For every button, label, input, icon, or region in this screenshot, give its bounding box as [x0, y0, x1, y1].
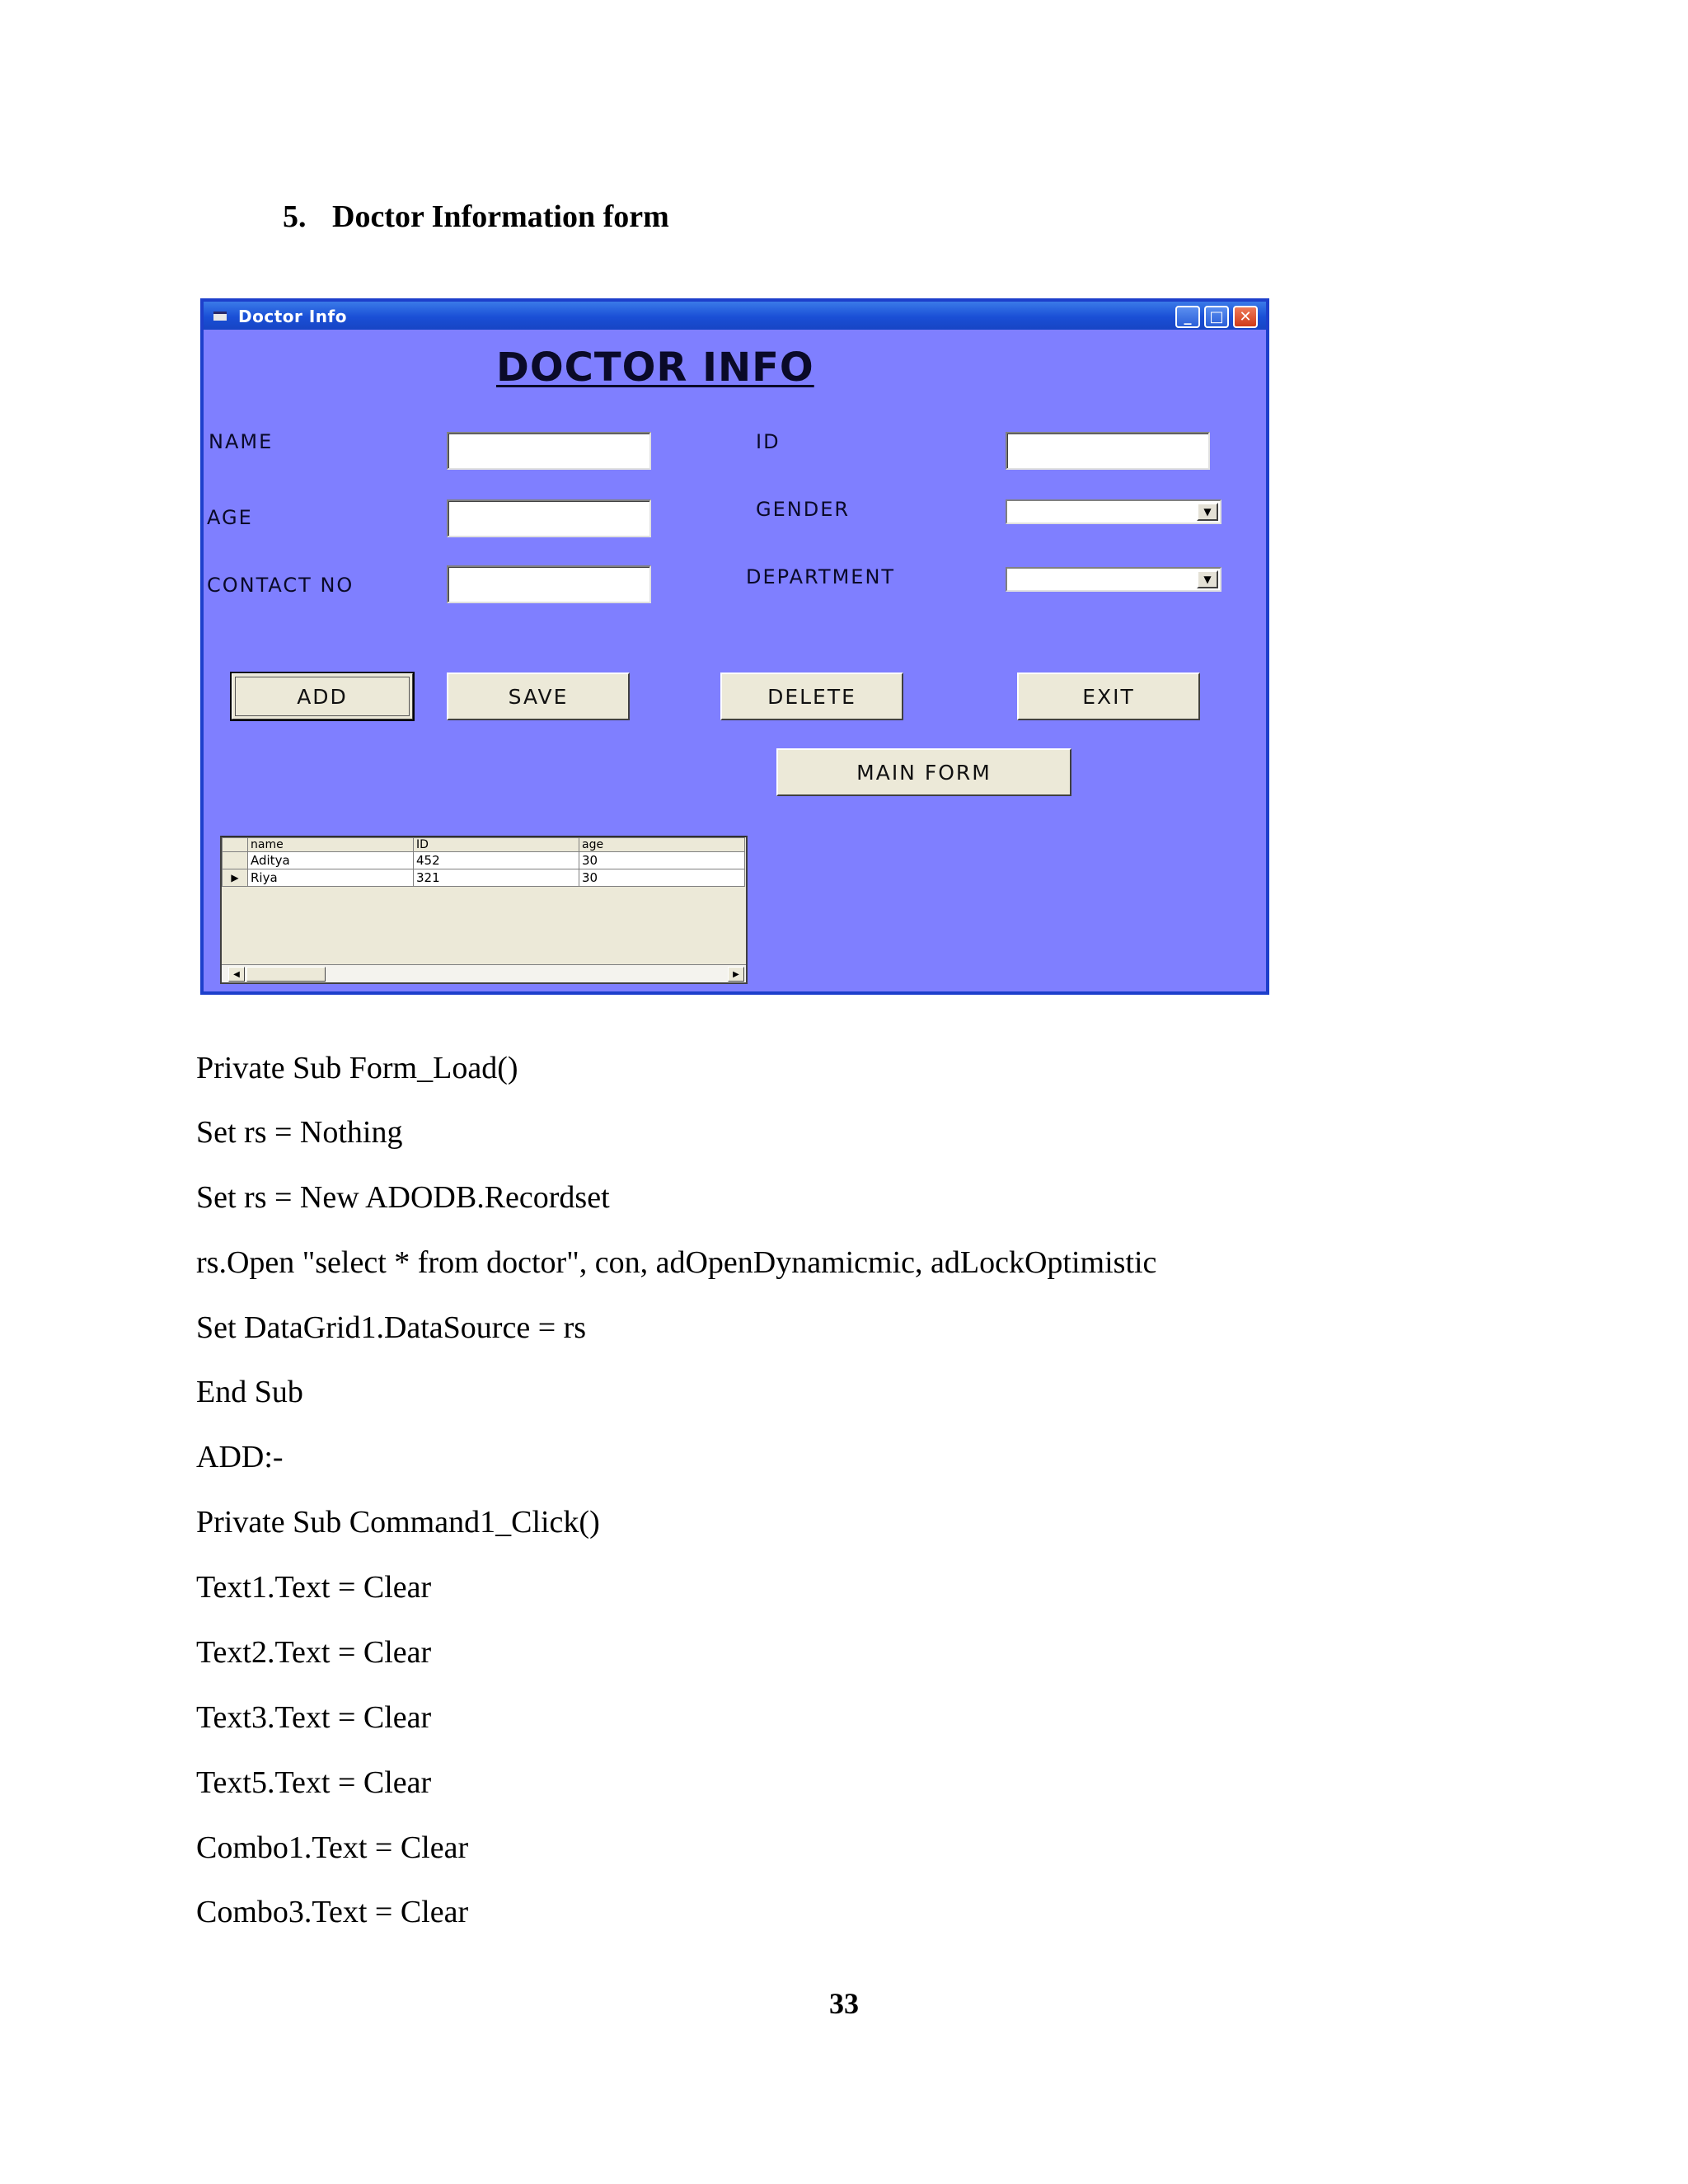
cell-name[interactable]: Aditya [248, 852, 414, 869]
code-line: Private Sub Form_Load() [196, 1051, 518, 1085]
age-label: AGE [207, 506, 253, 529]
scroll-left-icon[interactable]: ◀ [228, 967, 245, 982]
cell-name[interactable]: Riya [248, 869, 414, 887]
window-titlebar[interactable] [204, 302, 1266, 330]
save-button[interactable]: SAVE [447, 673, 630, 720]
current-row-arrow-icon[interactable]: ▶ [223, 869, 248, 887]
section-number: 5. [283, 199, 307, 234]
name-input[interactable] [447, 432, 651, 470]
row-selector-header [223, 838, 248, 852]
table-row[interactable] [223, 869, 745, 887]
id-label: ID [756, 430, 781, 453]
page-number: 33 [829, 1987, 859, 2020]
add-button[interactable]: ADD [231, 673, 414, 720]
gender-label: GENDER [756, 498, 851, 521]
doctor-info-window [200, 298, 1269, 995]
minimize-button[interactable]: _ [1175, 306, 1200, 328]
code-line: Combo1.Text = Clear [196, 1830, 469, 1865]
code-line: Text1.Text = Clear [196, 1570, 432, 1605]
cell-age[interactable]: 30 [579, 852, 745, 869]
code-line: Set DataGrid1.DataSource = rs [196, 1310, 587, 1345]
close-button[interactable]: ✕ [1233, 306, 1258, 328]
cell-age[interactable]: 30 [579, 869, 745, 887]
name-label: NAME [209, 430, 274, 453]
scroll-thumb[interactable] [246, 967, 326, 982]
code-line: Set rs = New ADODB.Recordset [196, 1180, 610, 1215]
chevron-down-icon[interactable]: ▼ [1197, 570, 1218, 588]
department-label: DEPARTMENT [746, 565, 896, 588]
cell-id[interactable]: 452 [414, 852, 579, 869]
column-header-name[interactable]: name [248, 838, 414, 852]
main-form-button[interactable]: MAIN FORM [776, 748, 1071, 796]
code-line: Text5.Text = Clear [196, 1765, 432, 1800]
cell-id[interactable]: 321 [414, 869, 579, 887]
id-input[interactable] [1006, 432, 1210, 470]
exit-button[interactable]: EXIT [1017, 673, 1200, 720]
code-line: End Sub [196, 1375, 303, 1409]
horizontal-scrollbar[interactable] [222, 964, 746, 982]
age-input[interactable] [447, 499, 651, 537]
code-line: Text3.Text = Clear [196, 1700, 432, 1735]
app-icon [213, 312, 227, 321]
table-row[interactable] [223, 852, 745, 869]
gender-combo[interactable] [1006, 499, 1221, 524]
window-title: Doctor Info [238, 307, 347, 326]
grid-header-row [223, 838, 745, 852]
code-line: rs.Open "select * from doctor", con, adOpenDynamicmic, adLockOptimistic [196, 1245, 1157, 1280]
scroll-right-icon[interactable]: ▶ [728, 967, 744, 982]
code-line: Combo3.Text = Clear [196, 1895, 469, 1929]
chevron-down-icon[interactable]: ▼ [1197, 503, 1218, 521]
column-header-id[interactable]: ID [414, 838, 579, 852]
form-title: DOCTOR INFO [496, 344, 814, 391]
section-heading [283, 196, 669, 237]
row-selector[interactable] [223, 852, 248, 869]
code-line: Text2.Text = Clear [196, 1635, 432, 1670]
data-grid[interactable] [220, 836, 748, 984]
code-line: Set rs = Nothing [196, 1115, 403, 1150]
delete-button[interactable]: DELETE [720, 673, 903, 720]
section-title: Doctor Information form [332, 199, 669, 234]
contact-input[interactable] [447, 565, 651, 603]
column-header-age[interactable]: age [579, 838, 745, 852]
code-line: Private Sub Command1_Click() [196, 1505, 600, 1540]
maximize-button[interactable]: □ [1204, 306, 1229, 328]
department-combo[interactable] [1006, 567, 1221, 592]
code-line: ADD:- [196, 1440, 284, 1474]
contact-label: CONTACT NO [207, 574, 354, 597]
